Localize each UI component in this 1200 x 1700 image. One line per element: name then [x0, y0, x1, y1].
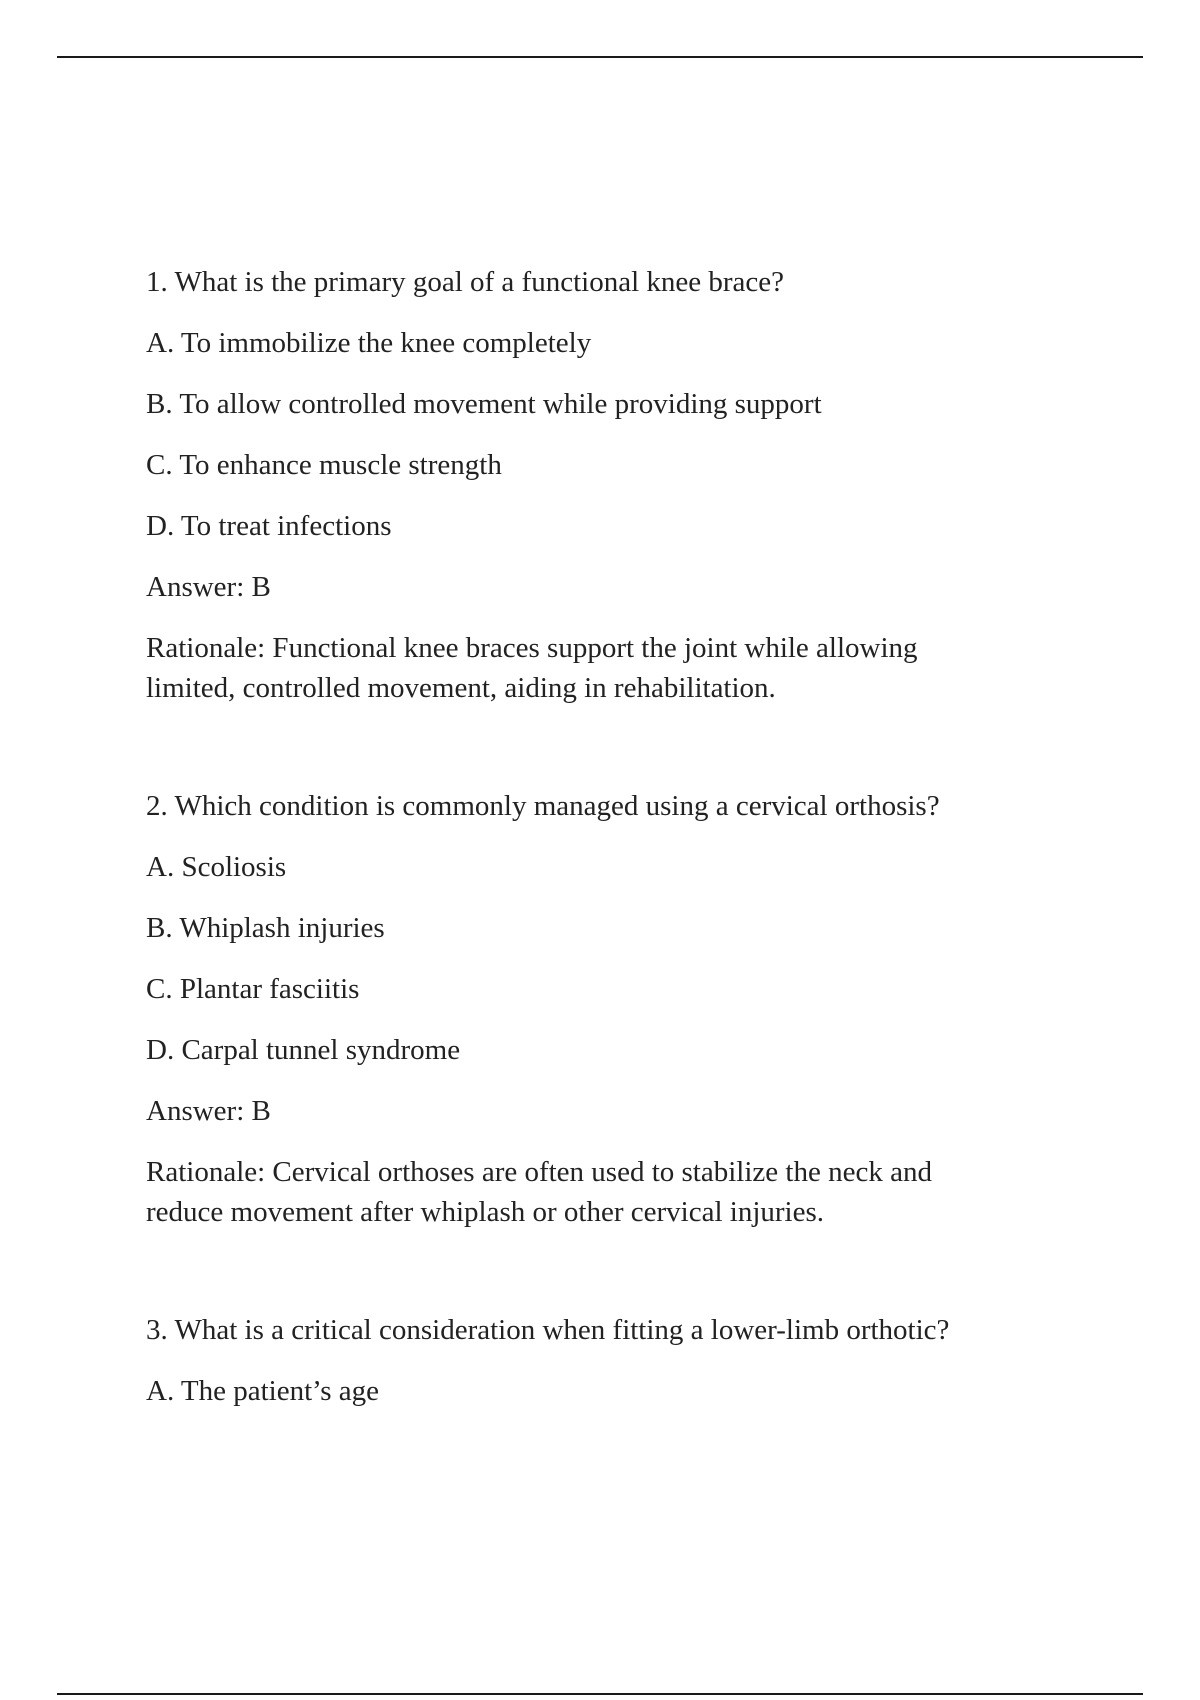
option-a: A. Scoliosis: [146, 851, 287, 883]
option-b: B. Whiplash injuries: [146, 912, 385, 944]
question-block-3: [146, 1310, 1086, 1411]
question-block-2: [146, 786, 1086, 1232]
document-body: [146, 262, 1086, 1432]
question-spacer: [146, 1253, 1086, 1310]
rationale-line-2: reduce movement after whiplash or other cervical injuries.: [146, 1196, 825, 1228]
rationale-line-2: limited, controlled movement, aiding in rehabilitation.: [146, 672, 776, 704]
option-a: A. To immobilize the knee completely: [146, 327, 592, 359]
option-a: A. The patient’s age: [146, 1375, 380, 1407]
question-spacer: [146, 729, 1086, 786]
question-text: 1. What is the primary goal of a functional knee brace?: [146, 266, 785, 298]
rationale-text: [146, 1152, 1086, 1232]
option-c: C. To enhance muscle strength: [146, 449, 502, 481]
option-b: B. To allow controlled movement while providing support: [146, 388, 822, 420]
rationale-line-1: Rationale: Functional knee braces support the joint while allowing: [146, 632, 918, 664]
header-rule: [57, 56, 1143, 58]
answer-text: Answer: B: [146, 1095, 271, 1127]
rationale-text: [146, 628, 1086, 708]
answer-text: Answer: B: [146, 571, 271, 603]
option-d: D. Carpal tunnel syndrome: [146, 1034, 461, 1066]
question-text: 2. Which condition is commonly managed using a cervical orthosis?: [146, 790, 940, 822]
footer-rule: [57, 1693, 1143, 1695]
question-block-1: [146, 262, 1086, 708]
option-c: C. Plantar fasciitis: [146, 973, 360, 1005]
rationale-line-1: Rationale: Cervical orthoses are often used to stabilize the neck and: [146, 1156, 932, 1188]
option-d: D. To treat infections: [146, 510, 392, 542]
question-text: 3. What is a critical consideration when fitting a lower-limb orthotic?: [146, 1314, 950, 1346]
